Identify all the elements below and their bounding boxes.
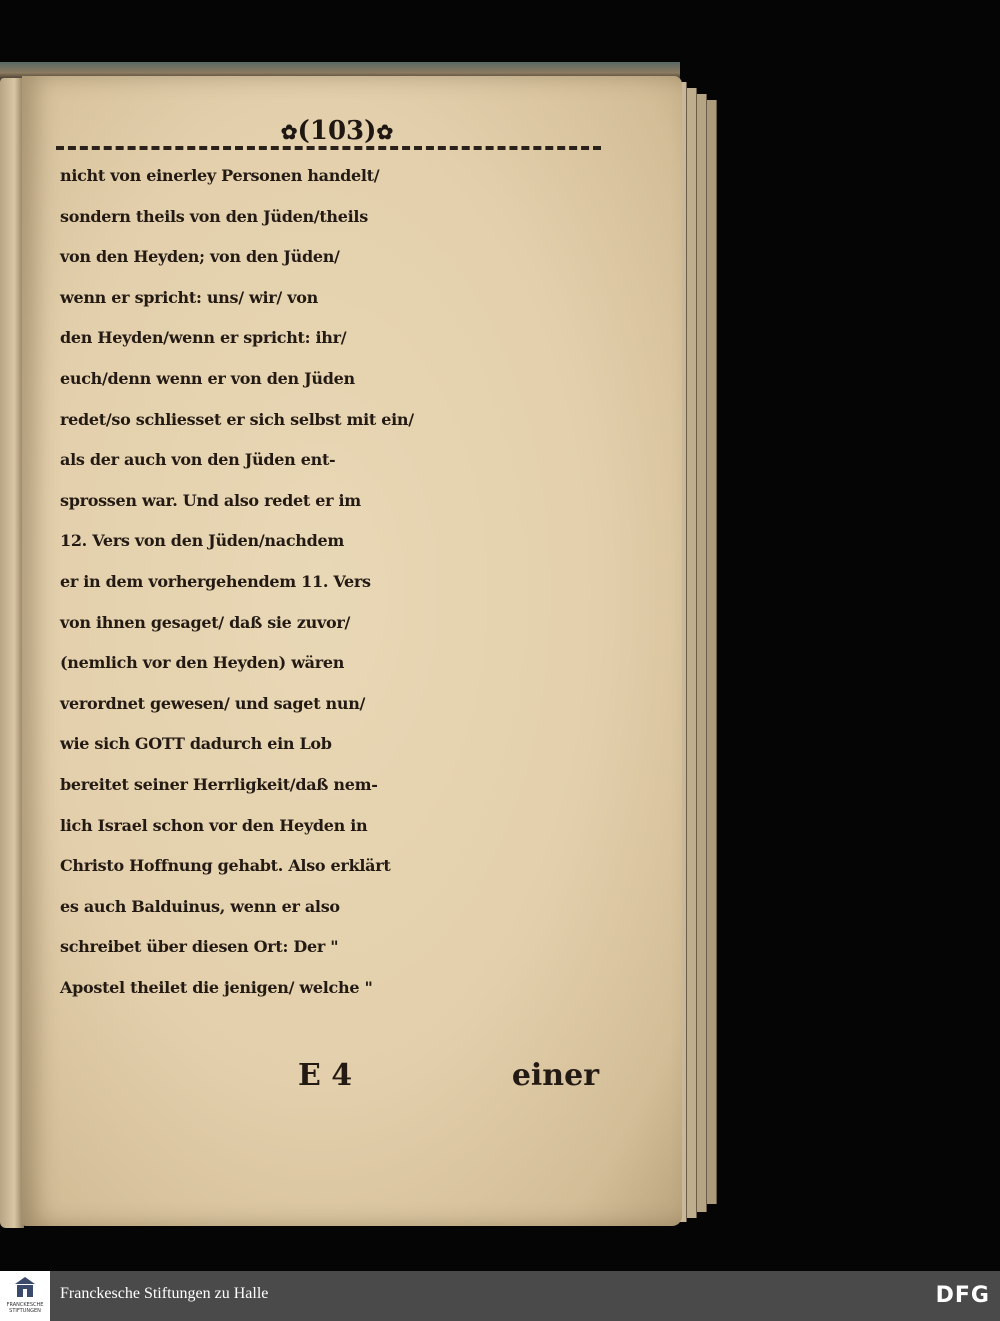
institution-name: Franckesche Stiftungen zu Halle	[60, 1285, 269, 1302]
text-line: Christo Hoffnung gehabt. Also erklärt	[60, 856, 391, 876]
page-number: (103)	[297, 116, 377, 146]
viewer-footer	[0, 1271, 1000, 1321]
left-page-edge	[0, 78, 24, 1228]
book-page	[22, 76, 682, 1226]
page-header	[252, 116, 422, 146]
text-line: er in dem vorhergehendem 11. Vers	[60, 571, 371, 591]
catchword: einer	[511, 1058, 599, 1093]
text-line: nicht von einerley Personen handelt/	[60, 166, 380, 185]
text-line: wie sich GOTT dadurch ein Lob	[60, 734, 332, 754]
text-line: verordnet gewesen/ und saget nun/	[60, 693, 366, 713]
ornament-icon: ✿	[280, 120, 298, 144]
page-foot	[60, 1058, 605, 1098]
text-line: bereitet seiner Herrligkeit/daß nem-	[60, 774, 378, 794]
text-line: sondern theils von den Jüden/theils	[60, 206, 368, 226]
page-edge	[696, 94, 707, 1212]
text-line: 12. Vers von den Jüden/nachdem	[60, 531, 345, 551]
text-line: lich Israel schon vor den Heyden in	[60, 815, 368, 835]
ornament-icon: ✿	[376, 120, 394, 144]
page-edge	[706, 100, 717, 1204]
page-edge	[686, 88, 697, 1218]
franckesche-logo[interactable]	[0, 1271, 50, 1321]
header-rule	[56, 146, 601, 156]
text-line: euch/denn wenn er von den Jüden	[60, 368, 355, 388]
text-line: von ihnen gesaget/ daß sie zuvor/	[60, 612, 350, 632]
text-line: den Heyden/wenn er spricht: ihr/	[60, 328, 347, 348]
text-line: von den Heyden; von den Jüden/	[60, 247, 340, 267]
text-line: redet/so schliesset er sich selbst mit ein/	[60, 409, 414, 429]
text-line: es auch Balduinus, wenn er also	[60, 896, 340, 916]
text-line: schreibet über diesen Ort: Der "	[60, 937, 339, 957]
text-line: als der auch von den Jüden ent-	[60, 450, 336, 470]
logo-text: FRANCKESCHE STIFTUNGEN	[6, 1302, 44, 1314]
building-icon	[15, 1277, 35, 1299]
dfg-logo[interactable]: DFG	[935, 1283, 990, 1308]
text-line: wenn er spricht: uns/ wir/ von	[60, 287, 318, 307]
text-block	[60, 156, 620, 1008]
text-line: Apostel theilet die jenigen/ welche "	[60, 977, 373, 997]
signature-mark: E 4	[298, 1058, 353, 1093]
text-line: (nemlich vor den Heyden) wären	[60, 653, 345, 673]
text-line: sprossen war. Und also redet er im	[60, 490, 361, 510]
